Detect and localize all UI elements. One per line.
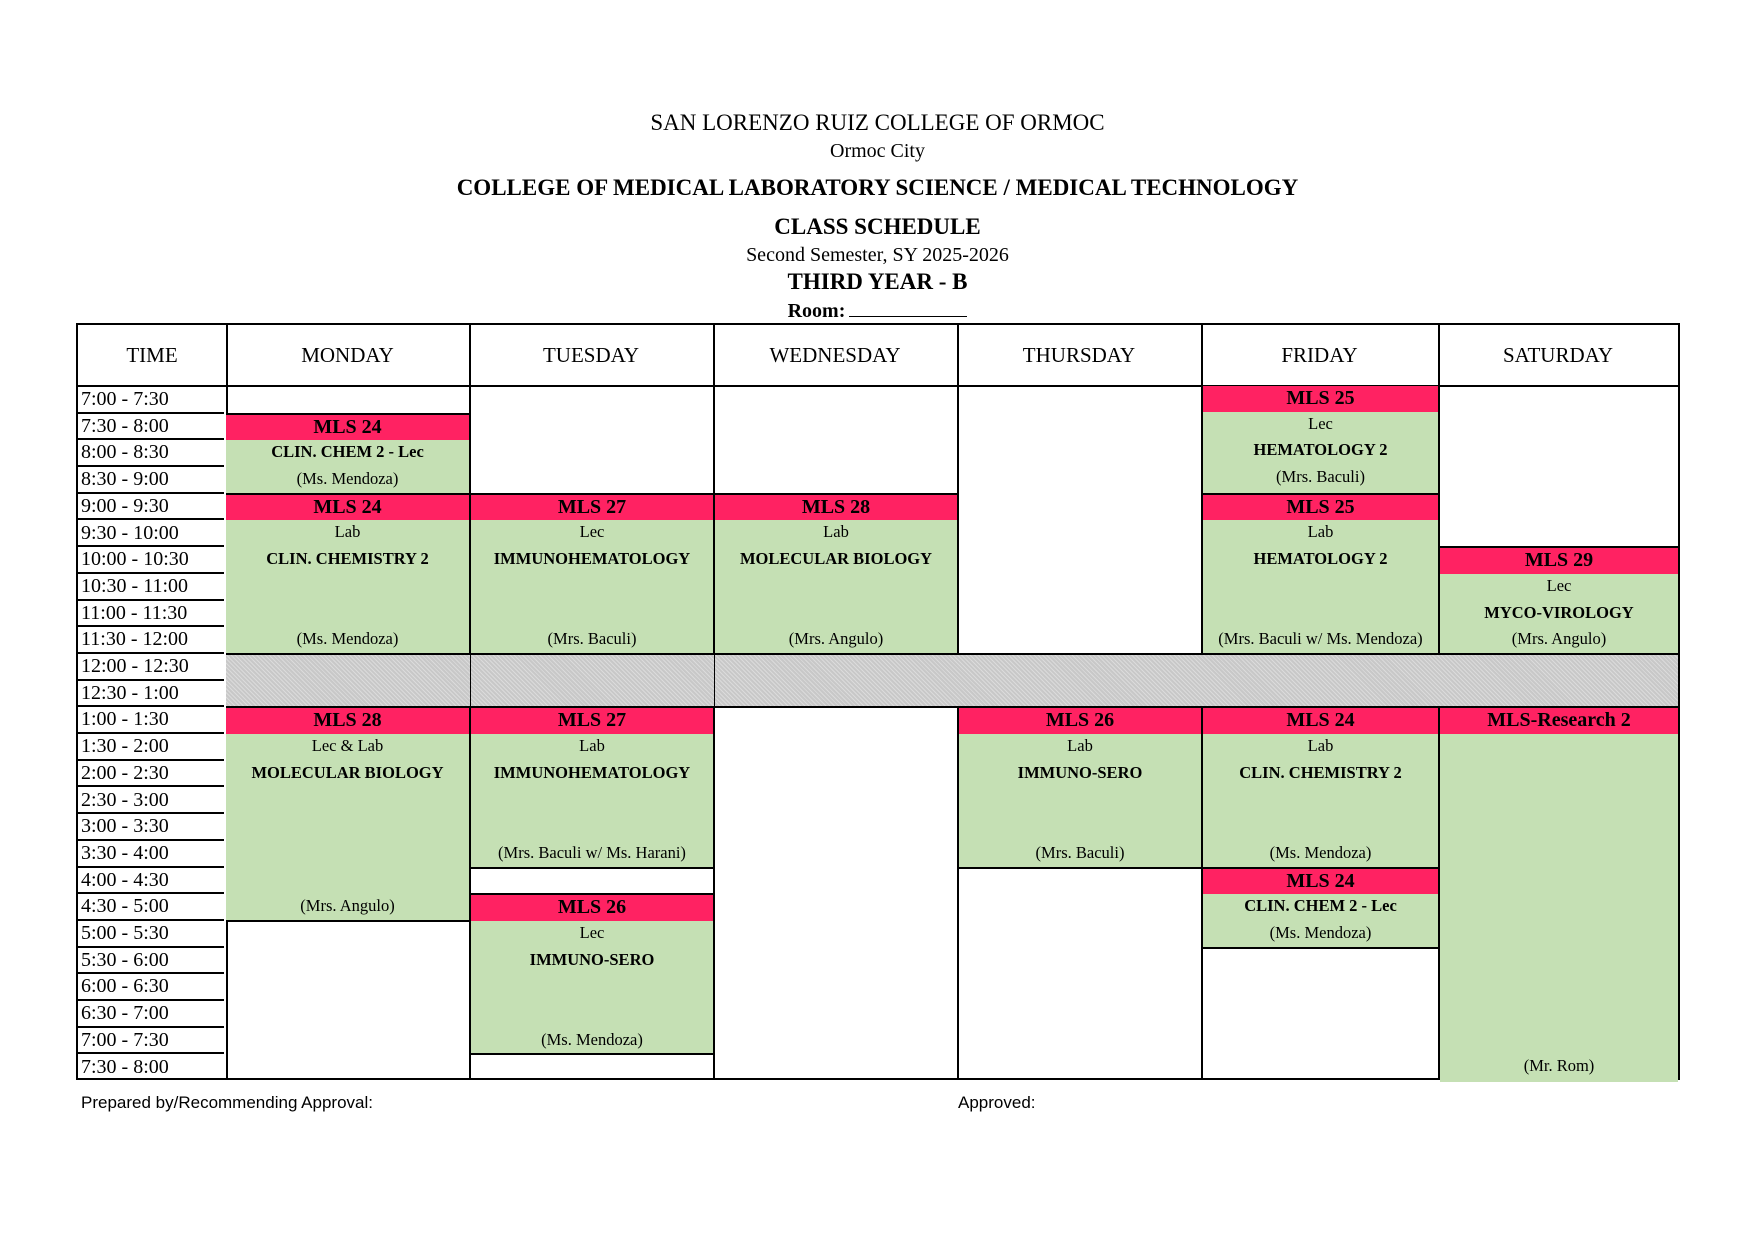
- time-slot: 4:30 - 5:00: [78, 894, 224, 921]
- class-block: [1203, 706, 1438, 868]
- room-label: Room:: [787, 300, 846, 322]
- time-slot: 9:30 - 10:00: [78, 521, 224, 548]
- instructor: (Ms. Mendoza): [541, 1029, 643, 1049]
- course-title: CLIN. CHEMISTRY 2: [1239, 762, 1402, 782]
- school-name: SAN LORENZO RUIZ COLLEGE OF ORMOC: [650, 110, 1105, 135]
- time-slot: 8:00 - 8:30: [78, 440, 224, 467]
- instructor: (Mrs. Baculi w/ Ms. Mendoza): [1218, 629, 1423, 649]
- college-name: COLLEGE OF MEDICAL LABORATORY SCIENCE / MEDICAL TECHNOLOGY: [456, 175, 1299, 200]
- course-code: MLS 24: [1203, 869, 1438, 895]
- column-header-monday: MONDAY: [226, 325, 469, 387]
- time-slot: 7:30 - 8:00: [81, 1055, 169, 1078]
- lunch-break-block: [226, 653, 470, 708]
- course-title: IMMUNO-SERO: [529, 949, 655, 969]
- time-slot: 4:00 - 4:30: [78, 868, 224, 895]
- lunch-break-block: [471, 653, 714, 708]
- instructor: (Ms. Mendoza): [296, 469, 399, 489]
- course-code: MLS 27: [471, 708, 713, 734]
- approved-label: Approved:: [958, 1093, 1036, 1112]
- class-type: Lab: [1307, 522, 1334, 542]
- course-title: HEMATOLOGY 2: [1253, 440, 1388, 460]
- class-block: [226, 413, 469, 495]
- time-slot: 2:30 - 3:00: [78, 788, 224, 815]
- class-block: [471, 893, 713, 1055]
- instructor: (Mrs. Angulo): [1511, 629, 1607, 649]
- class-type: Lab: [334, 522, 361, 542]
- class-type: Lec: [1546, 575, 1572, 595]
- class-block: [959, 706, 1201, 868]
- time-slot: 7:30 - 8:00: [78, 414, 224, 441]
- course-code: MLS 28: [226, 708, 469, 734]
- course-title: HEMATOLOGY 2: [1253, 549, 1388, 569]
- city: Ormoc City: [830, 140, 925, 162]
- section: THIRD YEAR - B: [787, 269, 968, 294]
- instructor: (Mrs. Baculi): [1035, 842, 1125, 862]
- column-header-wednesday: WEDNESDAY: [713, 325, 957, 387]
- time-slot: 12:00 - 12:30: [78, 654, 224, 681]
- column-header-saturday: SATURDAY: [1438, 325, 1678, 387]
- course-code: MLS 29: [1440, 548, 1678, 574]
- course-code: MLS 25: [1203, 386, 1438, 412]
- class-type: Lec & Lab: [311, 736, 384, 756]
- room-blank-line: [849, 298, 967, 317]
- class-block: [1203, 867, 1438, 949]
- course-code: MLS 24: [1203, 708, 1438, 734]
- course-code: MLS-Research 2: [1440, 708, 1678, 734]
- time-slot: 3:30 - 4:00: [78, 841, 224, 868]
- class-type: Lec: [579, 522, 605, 542]
- time-slot: 6:00 - 6:30: [78, 974, 224, 1001]
- class-type: Lab: [579, 736, 605, 756]
- room-field: [0, 298, 1755, 323]
- course-code: MLS 27: [471, 495, 713, 521]
- class-type: Lec: [1308, 413, 1333, 433]
- course-code: MLS 26: [471, 895, 713, 921]
- class-block: [471, 706, 713, 868]
- time-slot: 7:00 - 7:30: [78, 387, 224, 414]
- course-title: MYCO-VIROLOGY: [1484, 602, 1634, 622]
- instructor: (Mrs. Angulo): [788, 629, 884, 649]
- class-block: [1203, 386, 1438, 495]
- time-slot: 5:30 - 6:00: [78, 948, 224, 975]
- course-title: CLIN. CHEMISTRY 2: [266, 549, 429, 569]
- time-slot: 7:00 - 7:30: [78, 1028, 224, 1055]
- course-code: MLS 25: [1203, 495, 1438, 521]
- semester: Second Semester, SY 2025-2026: [746, 244, 1009, 266]
- class-block: [1440, 546, 1678, 655]
- time-slot: 1:00 - 1:30: [78, 707, 224, 734]
- course-title: IMMUNO-SERO: [1017, 762, 1143, 782]
- column-header-thursday: THURSDAY: [957, 325, 1201, 387]
- instructor: (Mrs. Baculi): [1276, 467, 1365, 487]
- class-block: [226, 706, 469, 922]
- column-header-friday: FRIDAY: [1201, 325, 1438, 387]
- class-block: [226, 493, 469, 655]
- class-block: [1203, 493, 1438, 655]
- column-header-time: TIME: [78, 325, 226, 387]
- course-title: IMMUNOHEMATOLOGY: [493, 762, 691, 782]
- document-title: CLASS SCHEDULE: [774, 214, 981, 239]
- time-slot: 5:00 - 5:30: [78, 921, 224, 948]
- instructor: (Mrs. Angulo): [300, 896, 395, 916]
- time-slot: 9:00 - 9:30: [78, 494, 224, 521]
- class-type: Lab: [823, 522, 849, 542]
- instructor: (Mrs. Baculi): [547, 629, 637, 649]
- instructor: (Ms. Mendoza): [296, 629, 399, 649]
- time-slot: 8:30 - 9:00: [78, 467, 224, 494]
- course-title: MOLECULAR BIOLOGY: [739, 549, 933, 569]
- course-code: MLS 24: [226, 495, 469, 521]
- class-block: [1440, 706, 1678, 1082]
- course-title: MOLECULAR BIOLOGY: [251, 762, 444, 782]
- time-slot: 1:30 - 2:00: [78, 734, 224, 761]
- class-type: Lec: [579, 922, 605, 942]
- time-slot: 6:30 - 7:00: [78, 1001, 224, 1028]
- class-block: [471, 493, 713, 655]
- lunch-break-block: [715, 653, 1678, 708]
- prepared-by-label: Prepared by/Recommending Approval:: [81, 1093, 373, 1112]
- instructor: (Mr. Rom): [1523, 1056, 1595, 1076]
- course-title: CLIN. CHEM 2 - Lec: [271, 442, 424, 462]
- instructor: (Mrs. Baculi w/ Ms. Harani): [498, 842, 686, 862]
- course-code: MLS 26: [959, 708, 1201, 734]
- time-slot: 11:00 - 11:30: [78, 601, 224, 628]
- time-slot: 12:30 - 1:00: [78, 681, 224, 708]
- course-code: MLS 28: [715, 495, 957, 521]
- time-slot: 2:00 - 2:30: [78, 761, 224, 788]
- schedule-table: [76, 323, 1680, 1080]
- instructor: (Ms. Mendoza): [1269, 922, 1372, 942]
- course-title: IMMUNOHEMATOLOGY: [493, 549, 691, 569]
- course-code: MLS 24: [226, 415, 469, 441]
- class-type: Lab: [1067, 736, 1093, 756]
- time-slot: 10:30 - 11:00: [78, 574, 224, 601]
- time-slot: 3:00 - 3:30: [78, 814, 224, 841]
- time-slot: 10:00 - 10:30: [78, 547, 224, 574]
- instructor: (Ms. Mendoza): [1269, 842, 1372, 862]
- class-block: [715, 493, 957, 655]
- column-header-tuesday: TUESDAY: [469, 325, 713, 387]
- class-type: Lab: [1307, 736, 1334, 756]
- time-slot: 11:30 - 12:00: [78, 627, 224, 654]
- course-title: CLIN. CHEM 2 - Lec: [1244, 896, 1397, 916]
